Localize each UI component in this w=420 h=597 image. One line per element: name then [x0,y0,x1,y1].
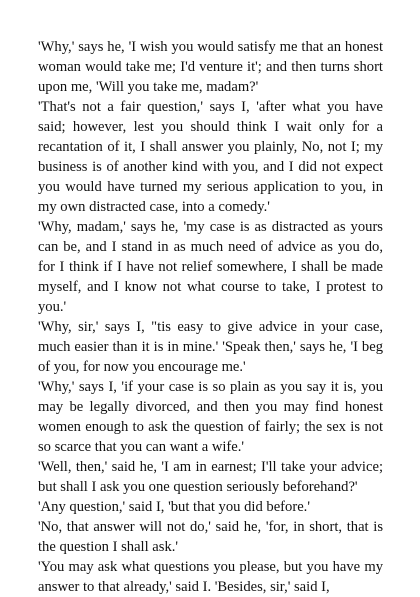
paragraph: 'You may ask what questions you please, but you have my answer to that already,' said I. 'Besides, sir,' said I, [38,559,383,595]
paragraph: 'That's not a fair question,' says I, 'after what you have said; however, lest you should think I wait only for a recantation of it, I shall answer you plainly, No, not I; my business is of another kind with you, and I did not expect you would have turned my serious application to you, in my own distracted case, into a comedy.' [38,99,383,215]
paragraph: 'Why, madam,' says he, 'my case is as distracted as yours can be, and I stand in as much need of advice as you do, for I think if I have not relief somewhere, I shall be made myself, and I know not what course to take, I protest to you.' [38,219,383,315]
paragraph: 'Any question,' said I, 'but that you did before.' [38,499,310,515]
paragraph: 'Why,' says I, 'if your case is so plain as you say it is, you may be legally divorced, and then you may find honest women enough to ask the question of fairly; the sex is not so scarce that you can want a wife.' [38,379,383,455]
paragraph: 'Well, then,' said he, 'I am in earnest; I'll take your advice; but shall I ask you one question seriously beforehand?' [38,459,383,495]
paragraph: 'Why, sir,' says I, "tis easy to give advice in your case, much easier than it is in mine.' 'Speak then,' says he, 'I beg of you, for now you encourage me.' [38,319,383,375]
paragraph: 'No, that answer will not do,' said he, 'for, in short, that is the question I shall ask.' [38,519,383,555]
paragraph: 'Why,' says he, 'I wish you would satisfy me that an honest woman would take me; I'd venture it'; and then turns short upon me, 'Will you take me, madam?' [38,39,383,95]
